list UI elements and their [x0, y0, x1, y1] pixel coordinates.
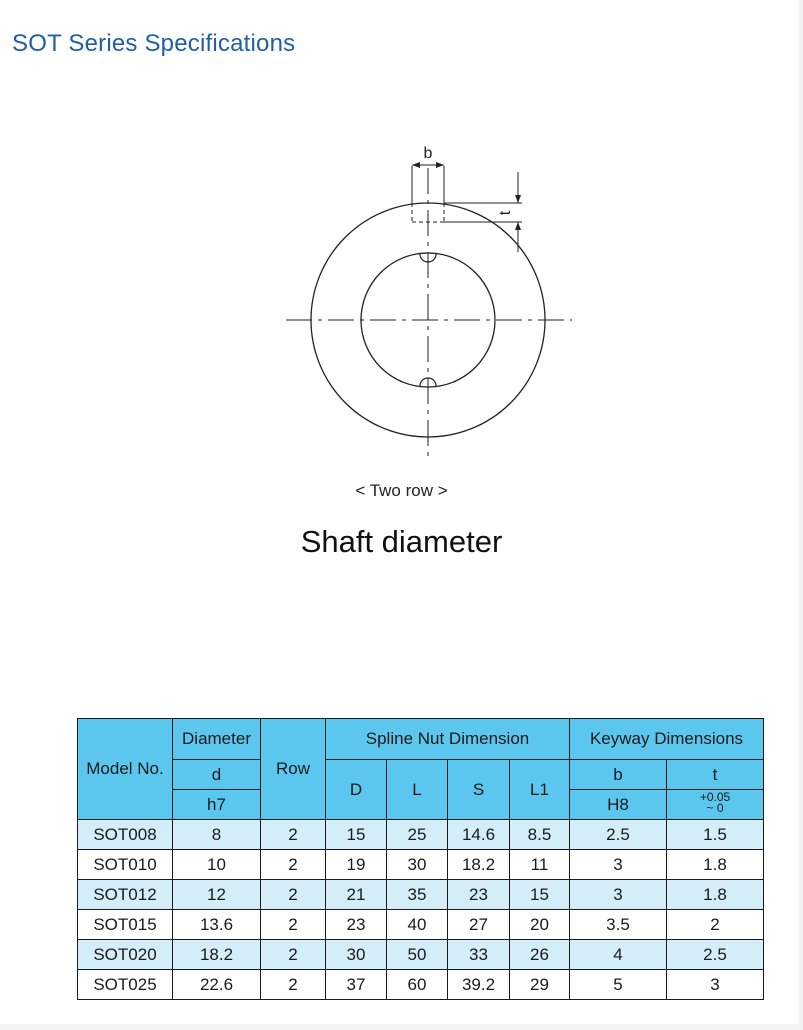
cell-d: 22.6	[173, 970, 261, 1000]
cell-b: 5	[570, 970, 667, 1000]
cell-S: 33	[448, 940, 510, 970]
cell-t: 2	[667, 910, 764, 940]
header-model-no: Model No.	[78, 719, 173, 820]
cell-d: 13.6	[173, 910, 261, 940]
header-H8: H8	[570, 790, 667, 820]
drawing-subtitle: Shaft diameter	[300, 524, 503, 559]
cell-D: 15	[326, 820, 387, 850]
cell-S: 14.6	[448, 820, 510, 850]
cell-L1: 11	[510, 850, 570, 880]
cell-b: 3	[570, 850, 667, 880]
header-spline-nut: Spline Nut Dimension	[326, 719, 570, 760]
cell-b: 4	[570, 940, 667, 970]
bottom-divider	[0, 1024, 803, 1030]
cell-L: 35	[387, 880, 448, 910]
cell-row: 2	[261, 940, 326, 970]
header-row: Row	[261, 719, 326, 820]
header-S: S	[448, 760, 510, 820]
label-b: b	[423, 145, 433, 162]
header-b: b	[570, 760, 667, 790]
table-row	[78, 940, 764, 970]
header-L1: L1	[510, 760, 570, 820]
right-edge-shadow	[799, 0, 803, 1030]
cell-L1: 29	[510, 970, 570, 1000]
table-row	[78, 820, 764, 850]
cell-S: 27	[448, 910, 510, 940]
cell-L: 30	[387, 850, 448, 880]
cell-model: SOT020	[78, 940, 173, 970]
cell-row: 2	[261, 970, 326, 1000]
cell-b: 2.5	[570, 820, 667, 850]
cell-row: 2	[261, 910, 326, 940]
cell-L: 25	[387, 820, 448, 850]
cell-L1: 8.5	[510, 820, 570, 850]
header-t: t	[667, 760, 764, 790]
cell-D: 30	[326, 940, 387, 970]
header-h7: h7	[173, 790, 261, 820]
cell-L1: 26	[510, 940, 570, 970]
drawing-caption: < Two row >	[355, 481, 448, 500]
cell-model: SOT015	[78, 910, 173, 940]
cell-d: 8	[173, 820, 261, 850]
cell-d: 18.2	[173, 940, 261, 970]
cell-D: 23	[326, 910, 387, 940]
cell-D: 21	[326, 880, 387, 910]
tol-lower: ~ 0	[706, 801, 724, 815]
tol-upper: +0.05	[699, 790, 731, 804]
table-row	[78, 910, 764, 940]
header-keyway: Keyway Dimensions	[570, 719, 764, 760]
cell-model: SOT010	[78, 850, 173, 880]
cell-model: SOT012	[78, 880, 173, 910]
cell-d: 10	[173, 850, 261, 880]
label-t: t	[497, 210, 514, 216]
cell-L: 40	[387, 910, 448, 940]
cell-t: 1.5	[667, 820, 764, 850]
table-row	[78, 850, 764, 880]
cell-L: 60	[387, 970, 448, 1000]
cell-model: SOT025	[78, 970, 173, 1000]
cell-b: 3	[570, 880, 667, 910]
spec-table	[77, 718, 764, 1000]
cell-row: 2	[261, 820, 326, 850]
cell-row: 2	[261, 850, 326, 880]
cell-t: 3	[667, 970, 764, 1000]
cell-t: 2.5	[667, 940, 764, 970]
header-L: L	[387, 760, 448, 820]
table-row	[78, 880, 764, 910]
cell-L1: 20	[510, 910, 570, 940]
header-D: D	[326, 760, 387, 820]
cell-L1: 15	[510, 880, 570, 910]
cell-S: 39.2	[448, 970, 510, 1000]
header-d: d	[173, 760, 261, 790]
cell-L: 50	[387, 940, 448, 970]
cell-t: 1.8	[667, 880, 764, 910]
table-row	[78, 970, 764, 1000]
cell-D: 37	[326, 970, 387, 1000]
cell-model: SOT008	[78, 820, 173, 850]
cell-t: 1.8	[667, 850, 764, 880]
cell-b: 3.5	[570, 910, 667, 940]
header-diameter: Diameter	[173, 719, 261, 760]
cell-S: 23	[448, 880, 510, 910]
cell-S: 18.2	[448, 850, 510, 880]
header-t-tolerance	[667, 790, 764, 820]
cell-row: 2	[261, 880, 326, 910]
cell-d: 12	[173, 880, 261, 910]
cell-D: 19	[326, 850, 387, 880]
page-title: SOT Series Specifications	[12, 30, 296, 57]
